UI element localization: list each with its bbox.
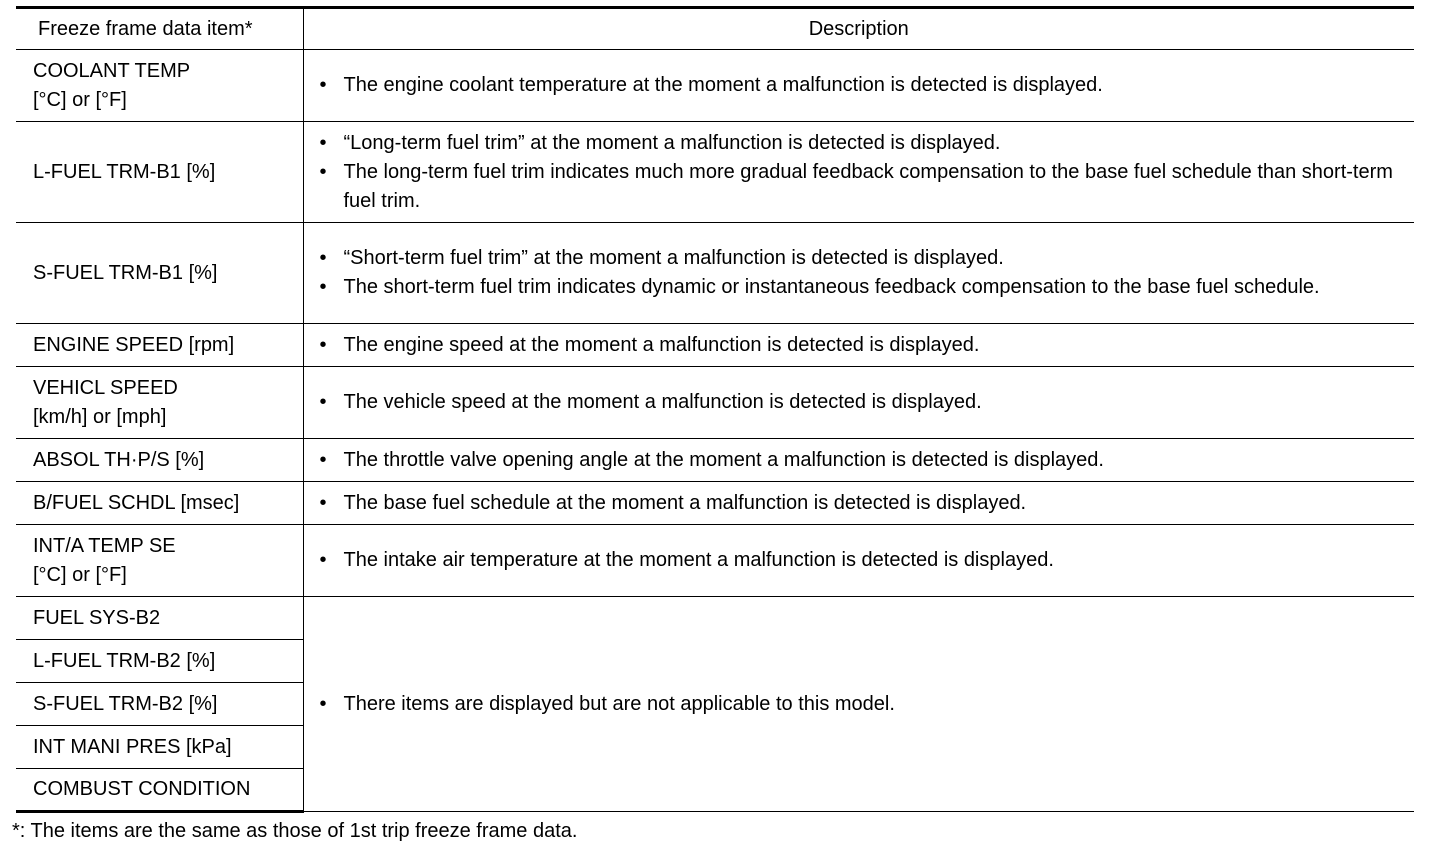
description-cell: [303, 482, 1414, 525]
table-row: [16, 50, 1414, 122]
description-bullet: • The base fuel schedule at the moment a malfunction is detected is displayed.: [320, 489, 1405, 518]
description-cell: [303, 50, 1414, 122]
item-label: INT/A TEMP SE: [33, 534, 176, 557]
description-cell: [303, 367, 1414, 439]
freeze-frame-table: [16, 6, 1414, 813]
footnote: *: The items are the same as those of 1st trip freeze frame data.: [12, 820, 578, 842]
header-row: [16, 8, 1414, 50]
item-cell: [16, 726, 303, 769]
item-cell: [16, 525, 303, 597]
description-bullet: • The long-term fuel trim indicates much more gradual feedback compensation to the base fuel schedule than short-term fuel trim.: [320, 158, 1405, 216]
table-row: [16, 439, 1414, 482]
description-bullet: • The engine speed at the moment a malfunction is detected is displayed.: [320, 331, 1405, 360]
item-label: L-FUEL TRM-B1 [%]: [33, 160, 216, 183]
description-bullet: • “Short-term fuel trim” at the moment a malfunction is detected is displayed.: [320, 244, 1405, 273]
description-bullet: • The throttle valve opening angle at the moment a malfunction is detected is displayed.: [320, 446, 1405, 475]
description-bullet: • The engine coolant temperature at the moment a malfunction is detected is displayed.: [320, 71, 1405, 100]
item-cell: [16, 439, 303, 482]
item-unit: [km/h] or [mph]: [33, 405, 167, 428]
description-bullet: • “Long-term fuel trim” at the moment a malfunction is detected is displayed.: [320, 129, 1405, 158]
table-row: [16, 525, 1414, 597]
header-item: Freeze frame data item*: [16, 8, 303, 50]
item-label: COOLANT TEMP: [33, 59, 191, 82]
item-label: COMBUST CONDITION: [33, 778, 251, 800]
item-cell: [16, 367, 303, 439]
item-label: L-FUEL TRM-B2 [%]: [33, 649, 216, 672]
item-cell: [16, 324, 303, 367]
item-cell: [16, 50, 303, 122]
description-bullet: • The short-term fuel trim indicates dynamic or instantaneous feedback compensation to the base fuel schedule.: [320, 273, 1405, 302]
description-bullet: • There items are displayed but are not applicable to this model.: [320, 690, 1405, 719]
item-cell: [16, 683, 303, 726]
item-label: S-FUEL TRM-B1 [%]: [33, 261, 218, 284]
item-cell: [16, 223, 303, 324]
item-cell: [16, 769, 303, 812]
table-row: [16, 597, 1414, 640]
item-label: ENGINE SPEED [rpm]: [33, 333, 235, 356]
item-unit: [°C] or [°F]: [33, 563, 127, 586]
grouped-description-cell: [303, 597, 1414, 812]
description-cell: [303, 122, 1414, 223]
description-bullet: • The vehicle speed at the moment a malfunction is detected is displayed.: [320, 388, 1405, 417]
header-description: Description: [303, 8, 1414, 50]
table-row: [16, 122, 1414, 223]
table-row: [16, 223, 1414, 324]
item-cell: [16, 482, 303, 525]
table-row: [16, 482, 1414, 525]
item-unit: [°C] or [°F]: [33, 88, 127, 111]
description-bullet: • The intake air temperature at the moment a malfunction is detected is displayed.: [320, 546, 1405, 575]
table-row: [16, 367, 1414, 439]
description-cell: [303, 324, 1414, 367]
item-label: S-FUEL TRM-B2 [%]: [33, 692, 218, 715]
item-label: VEHICL SPEED: [33, 376, 178, 399]
description-cell: [303, 525, 1414, 597]
table-row: [16, 324, 1414, 367]
item-label: B/FUEL SCHDL [msec]: [33, 491, 240, 514]
item-label: INT MANI PRES [kPa]: [33, 735, 232, 758]
description-cell: [303, 439, 1414, 482]
description-cell: [303, 223, 1414, 324]
item-label: FUEL SYS-B2: [33, 606, 161, 629]
item-cell: [16, 122, 303, 223]
item-label: ABSOL TH·P/S [%]: [33, 448, 205, 471]
item-cell: [16, 597, 303, 640]
item-cell: [16, 640, 303, 683]
